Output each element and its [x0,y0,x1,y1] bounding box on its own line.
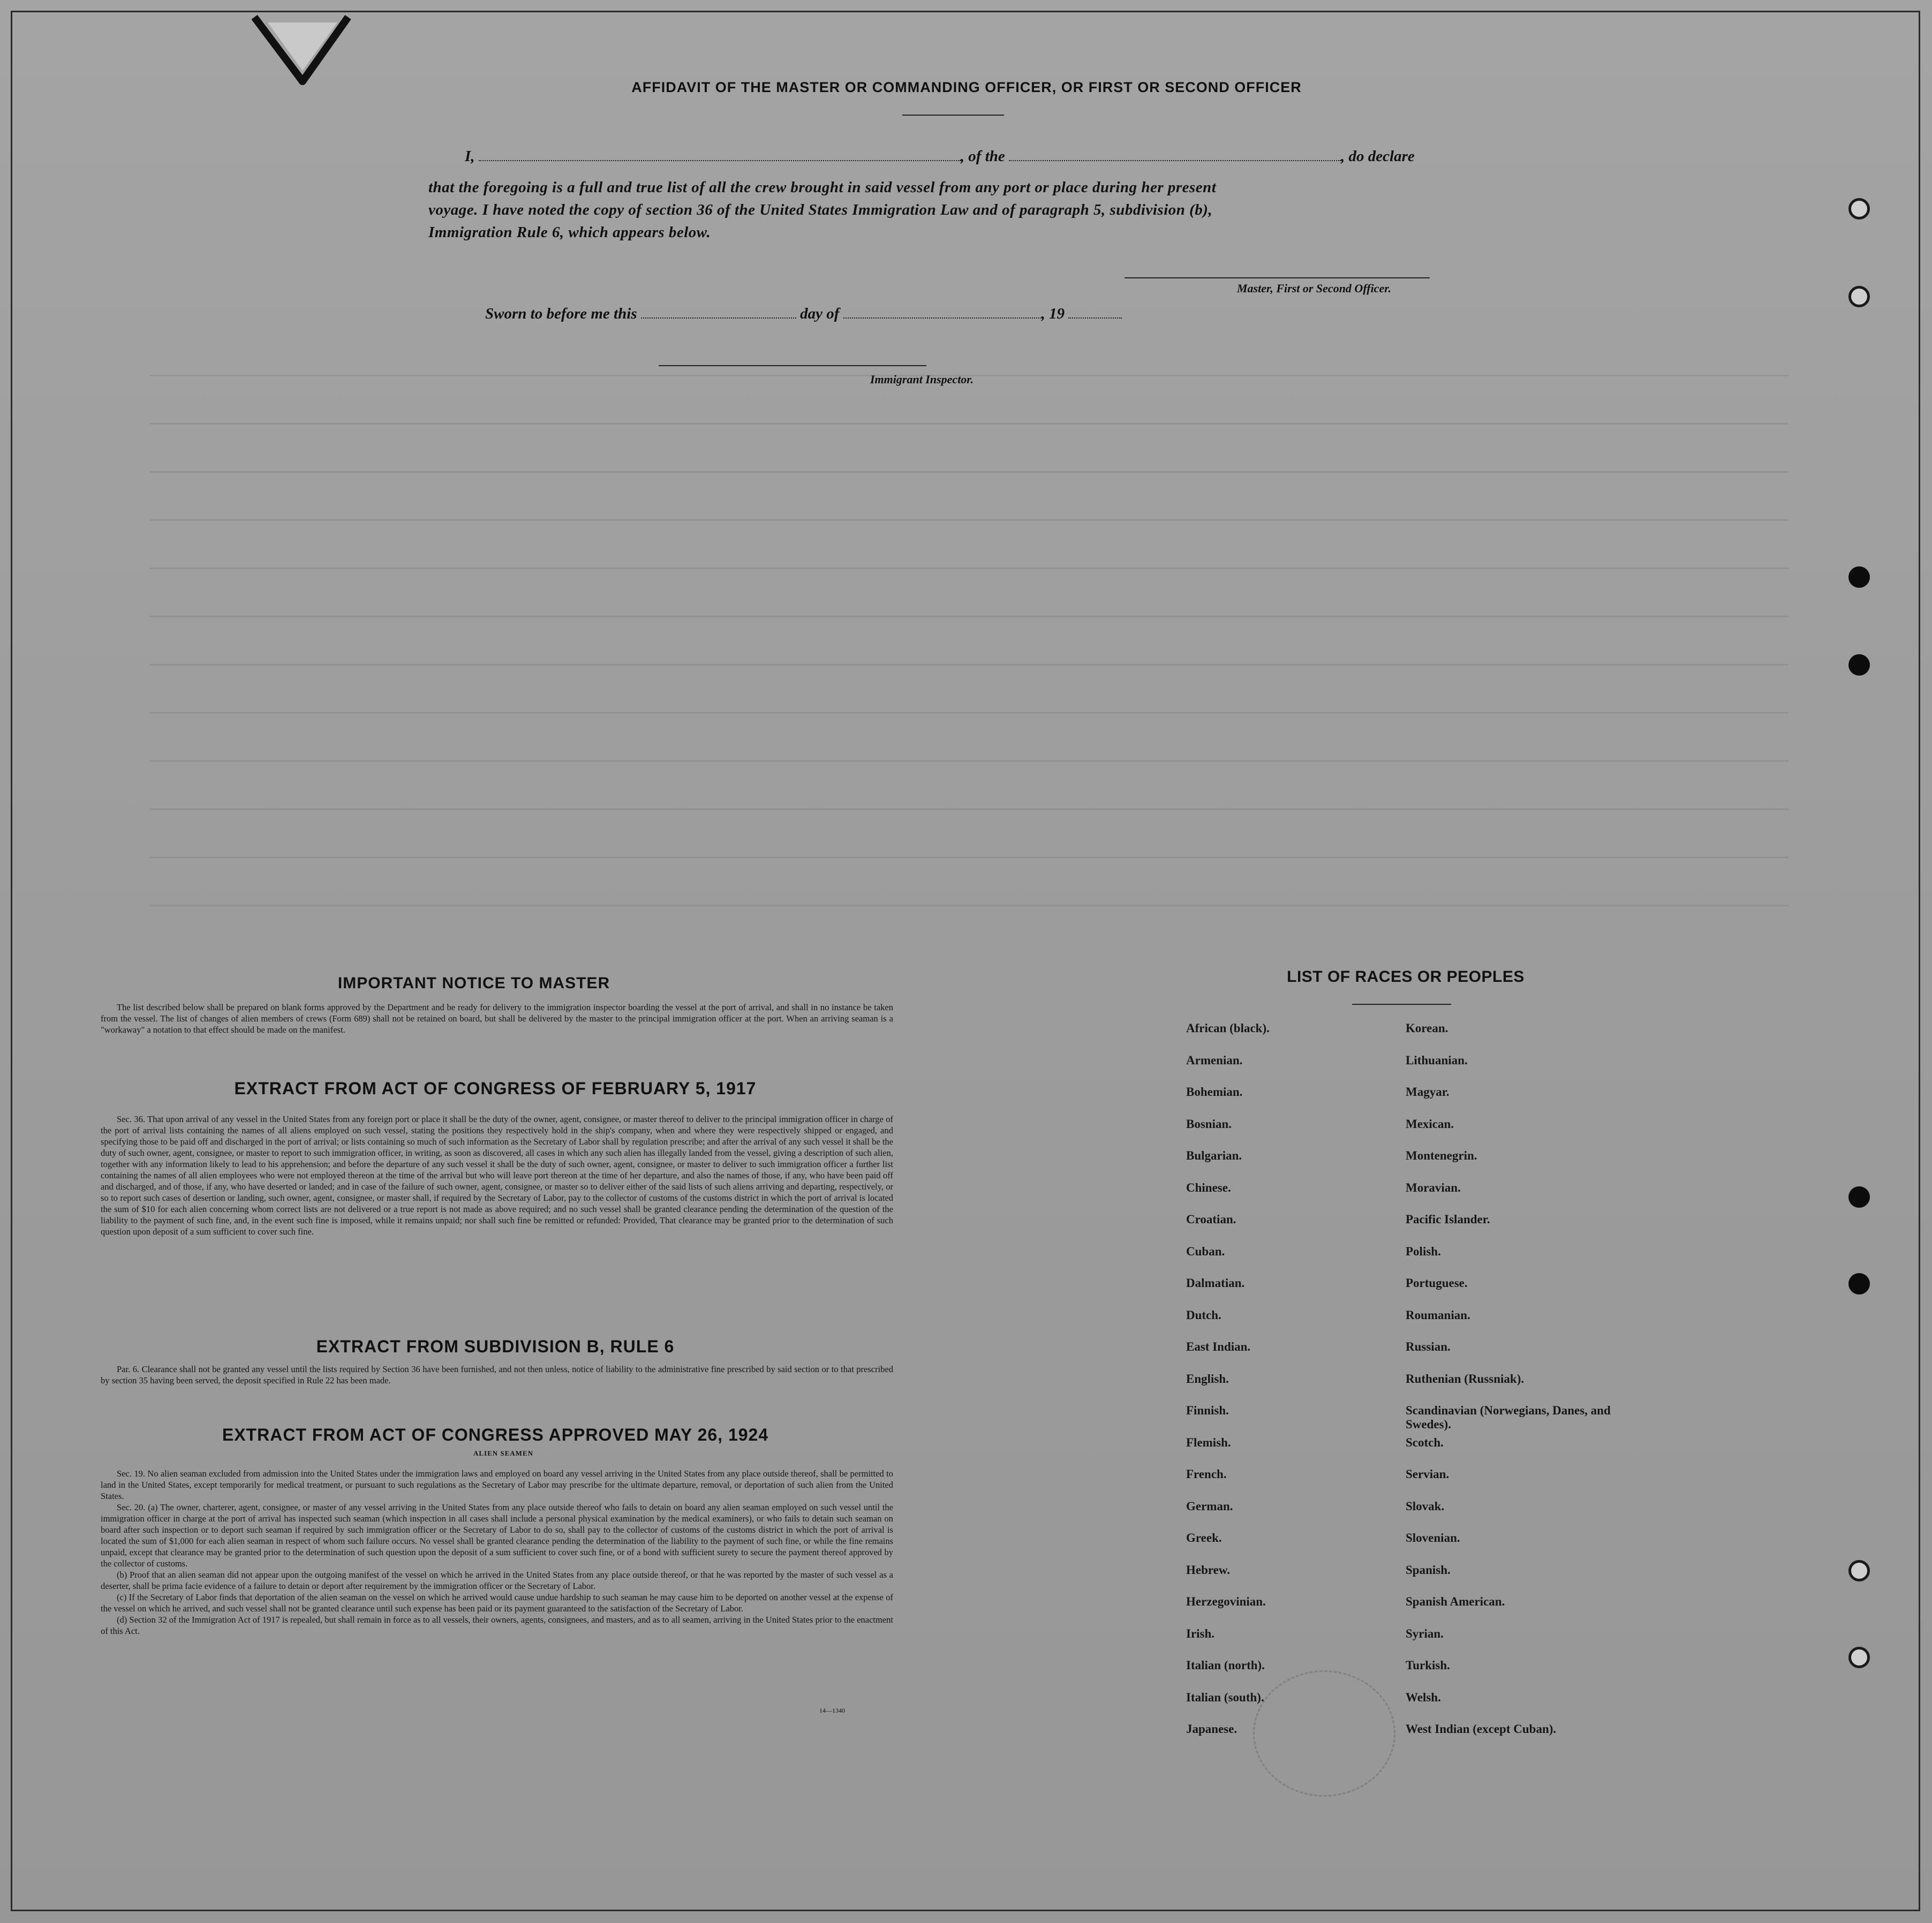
race-item: German. [1186,1499,1233,1513]
notice-title: IMPORTANT NOTICE TO MASTER [337,974,610,992]
title-underline [902,115,1004,116]
declaration-of: , of the [960,148,1005,165]
affidavit-line-2: that the foregoing is a full and true list of all the crew brought in said vessel from any port or place during her present [428,179,1217,196]
notice-text [101,1002,893,1035]
race-item: Finnish. [1186,1404,1229,1417]
race-item: Dutch. [1186,1308,1221,1322]
notice-paragraph: The list described below shall be prepared on blank forms approved by the Department and be ready for delivery to the immigration inspector boarding the vessel at the port of arrival, and shall in no instance be taken from the vessel. The list of changes of alien members of crews (Form 689) shall not be retained on board, but shall be delivered by the master to the principal immigration officer at the port. When an arriving seaman is a "workaway" a notation to that effect should be made on the manifest. [101,1002,893,1035]
affidavit-title: AFFIDAVIT OF THE MASTER OR COMMANDING OFFICER, OR FIRST OR SECOND OFFICER [631,79,1302,95]
race-item: Lithuanian. [1406,1053,1468,1067]
race-item: Magyar. [1406,1085,1450,1099]
race-item: Italian (south). [1186,1690,1264,1704]
inspector-signature-line [659,365,926,366]
sworn-prefix: Sworn to before me this [485,305,637,322]
affidavit-line-4: Immigration Rule 6, which appears below. [428,224,711,241]
race-item: Montenegrin. [1406,1149,1477,1162]
race-item: Scandinavian (Norwegians, Danes, and Swedes). [1406,1404,1611,1431]
bleed-through-row [150,760,1788,762]
race-item: Syrian. [1406,1626,1444,1640]
race-item: Dalmatian. [1186,1276,1245,1290]
sworn-year-label: , 19 [1041,305,1065,322]
bleed-through-row [150,712,1788,714]
bleed-through-row [150,519,1788,521]
punch-hole-icon [1848,566,1870,588]
race-item: Scotch. [1406,1435,1444,1449]
race-item: Moravian. [1406,1180,1461,1194]
alien-seamen-subtitle: ALIEN SEAMEN [473,1449,534,1457]
race-item: Korean. [1406,1021,1448,1035]
section-20c-paragraph: (c) If the Secretary of Labor finds that deportation of the alien seaman on the vessel on which he arrived would cause undue hardship to such seaman he may cause him to be deported on another vessel at the expense of the vessel on which he arrived, and such vessel shall not be granted clearance until such expense has been paid or its payment guaranteed to the satisfaction of the Secretary of Labor. [101,1592,893,1614]
sworn-day-blank [641,306,796,319]
sworn-day-label: day of [800,305,840,322]
races-list-title: LIST OF RACES OR PEOPLES [1287,968,1525,986]
race-item: Flemish. [1186,1435,1231,1449]
sworn-line [485,305,1122,323]
race-item: Japanese. [1186,1722,1237,1736]
bleed-through-row [150,423,1788,425]
bleed-through-row [150,567,1788,569]
section-20b-paragraph: (b) Proof that an alien seaman did not appear upon the outgoing manifest of the vessel on which he arrived in the United States from any place outside thereof, or that he was reported by the master of such vessel as a deserter, shall be prima facie evidence of a failure to detain or deport after requirement by the immigration officer or the Secretary of Labor. [101,1570,893,1591]
declaration-line [465,148,1415,165]
race-item: Turkish. [1406,1659,1450,1672]
race-item: Herzegovinian. [1186,1595,1266,1608]
master-signature-label: Master, First or Second Officer. [1237,282,1392,295]
race-item: Cuban. [1186,1244,1225,1258]
race-item: Slovak. [1406,1499,1445,1513]
race-item: Chinese. [1186,1180,1231,1194]
binder-hole-icon [1848,1647,1870,1668]
race-item: English. [1186,1372,1229,1386]
race-item: Polish. [1406,1244,1441,1258]
punch-hole-icon [1848,1273,1870,1294]
race-item: Servian. [1406,1467,1450,1481]
race-item: Bulgarian. [1186,1149,1242,1162]
race-item: Welsh. [1406,1690,1441,1704]
race-item: Italian (north). [1186,1659,1265,1672]
bleed-through-row [150,808,1788,810]
race-item: Hebrew. [1186,1563,1230,1577]
rule-6-title: EXTRACT FROM SUBDIVISION B, RULE 6 [316,1337,675,1356]
race-item: Russian. [1406,1340,1451,1353]
form-number: 14—1340 [819,1707,845,1714]
torn-corner-mark [252,12,353,92]
punch-hole-icon [1848,1186,1870,1208]
race-item: Croatian. [1186,1213,1236,1226]
declaration-prefix: I, [465,148,475,165]
declaration-suffix: , do declare [1341,148,1415,165]
race-item: Mexican. [1406,1117,1454,1131]
faint-stamp-impression [1253,1670,1395,1797]
race-item: African (black). [1186,1021,1270,1035]
race-item: Greek. [1186,1531,1222,1545]
bleed-through-row [150,616,1788,617]
extract-1924-text [101,1468,893,1637]
vessel-blank [1009,148,1341,161]
binder-hole-icon [1848,1560,1870,1581]
sworn-year-blank [1068,306,1122,319]
race-item: French. [1186,1467,1227,1481]
races-column-1 [1186,1021,1395,1754]
race-item: Irish. [1186,1626,1215,1640]
affidavit-line-3: voyage. I have noted the copy of section 36 of the United States Immigration Law and of paragraph 5, subdivision (b), [428,201,1213,218]
race-item: Armenian. [1186,1053,1243,1067]
race-item: East Indian. [1186,1340,1251,1353]
race-item: Slovenian. [1406,1531,1460,1545]
section-36-paragraph: Sec. 36. That upon arrival of any vessel in the United States from any foreign port or place it shall be the duty of the owner, agent, consignee, or master thereof to deliver to the principal immigration officer in charge of the port of arrival lists containing the names of all aliens employed on such vessel, stating the positions they respectively hold in the ship's company, when and where they were respectively shipped or engaged, and specifying those to be paid off and discharged in the port of arrival; or lists containing so much of such information as the Secretary of Labor shall by regulation prescribe; and after the arrival of any such vessel it shall be the duty of such owner, agent, consignee, or master to report to such immigration officer, in writing, as soon as discovered, all cases in which any such alien has illegally landed from the vessel, giving a description of such alien, together with any information likely to lead to his apprehension; and before the departure of any such vessel it shall be the duty of such owner, agent, consignee, or master to deliver to such immigration officer a further list containing the names of all alien employees who were not employed thereon at the time of the arrival but who will leave port thereon at the time of her departure, and also the names of those, if any, who have been paid off and discharged, and of those, if any, who have deserted or landed; and in case of the failure of such owner, agent, consignee, or master so to deliver either of the said lists of such aliens arriving and departing, respectively, or so to report such cases of desertion or landing, such owner, agent, consignee, or master shall, if required by the Secretary of Labor, pay to the collector of customs of the customs district in which the port of arrival is located the sum of $10 for each alien concerning whom correct lists are not delivered or a true report is not made as above required; and no such vessel shall be granted clearance pending the determination of the question of the liability to the payment of such fine, and, in the event such fine is imposed, while it remains unpaid; nor shall such fine be remitted or refunded: Provided, That clearance may be granted prior to the determination of such question upon deposit of a sum sufficient to cover such fine. [101,1114,893,1237]
section-20d-paragraph: (d) Section 32 of the Immigration Act of 1917 is repealed, but shall remain in force as to all vessels, their owners, agents, consignees, and masters, and as to all seamen, arriving in the United States prior to the enactment of this Act. [101,1615,893,1636]
race-item: West Indian (except Cuban). [1406,1722,1557,1736]
races-column-2 [1406,1021,1631,1754]
race-item: Spanish. [1406,1563,1451,1577]
punch-hole-icon [1848,654,1870,676]
race-item: Roumanian. [1406,1308,1470,1322]
bleed-through-row [150,905,1788,906]
name-blank [479,148,961,161]
race-item: Portuguese. [1406,1276,1468,1290]
extract-1924-title: EXTRACT FROM ACT OF CONGRESS APPROVED MAY 26, 1924 [222,1425,769,1444]
race-item: Pacific Islander. [1406,1213,1490,1226]
race-item: Bosnian. [1186,1117,1232,1131]
binder-hole-icon [1848,286,1870,307]
bleed-through-row [150,857,1788,858]
races-title-underline [1352,1004,1451,1005]
section-20a-paragraph: Sec. 20. (a) The owner, charterer, agent, consignee, or master of any vessel arriving in the United States from any place outside thereof who fails to detain on board any alien seaman employed on such vessel until the immigration officer in charge at the port of arrival has inspected such seaman (which inspection in all cases shall include a personal physical examination by the medical examiners), or who fails to detain such seaman on board after such inspection or to deport such seaman if required by such immigration officer or the Secretary of Labor to do so, shall pay to the collector of customs of the customs district in which the port of arrival is located the sum of $1,000 for each alien seaman in respect of whom such failure occurs. No vessel shall be granted clearance pending the determination of the liability to the payment of such fine, or while the fine remains unpaid, except that clearance may be granted prior to the determination of such question upon the deposit of a sum sufficient to cover such fine, or of a bond with sufficient surety to secure the payment thereof approved by the collector of customs. [101,1502,893,1569]
race-item: Spanish American. [1406,1595,1505,1608]
binder-hole-icon [1848,198,1870,219]
race-item: Bohemian. [1186,1085,1243,1099]
bleed-through-row [150,664,1788,665]
race-item: Ruthenian (Russniak). [1406,1372,1525,1386]
inspector-signature-label: Immigrant Inspector. [870,373,974,386]
bleed-through-row [150,471,1788,473]
rule-6-paragraph: Par. 6. Clearance shall not be granted any vessel until the lists required by Section 36 have been furnished, and not then unless, notice of liability to the administrative fine prescribed by said section or to that prescribed by section 35 having been served, the deposit specified in Rule 22 has been made. [101,1364,893,1386]
section-19-paragraph: Sec. 19. No alien seaman excluded from admission into the United States under the immigration laws and employed on board any vessel arriving in the United States from any place outside thereof, shall be permitted to land in the United States, except temporarily for medical treatment, or pursuant to such regulations as the Secretary of Labor may prescribe for the ultimate departure, removal, or deportation of such alien from the United States. [101,1468,893,1501]
rule-6-text [101,1364,893,1386]
master-signature-line [1125,277,1430,278]
sworn-month-blank [843,306,1042,319]
extract-1917-text [101,1114,893,1237]
extract-1917-title: EXTRACT FROM ACT OF CONGRESS OF FEBRUARY 5, 1917 [234,1079,757,1098]
